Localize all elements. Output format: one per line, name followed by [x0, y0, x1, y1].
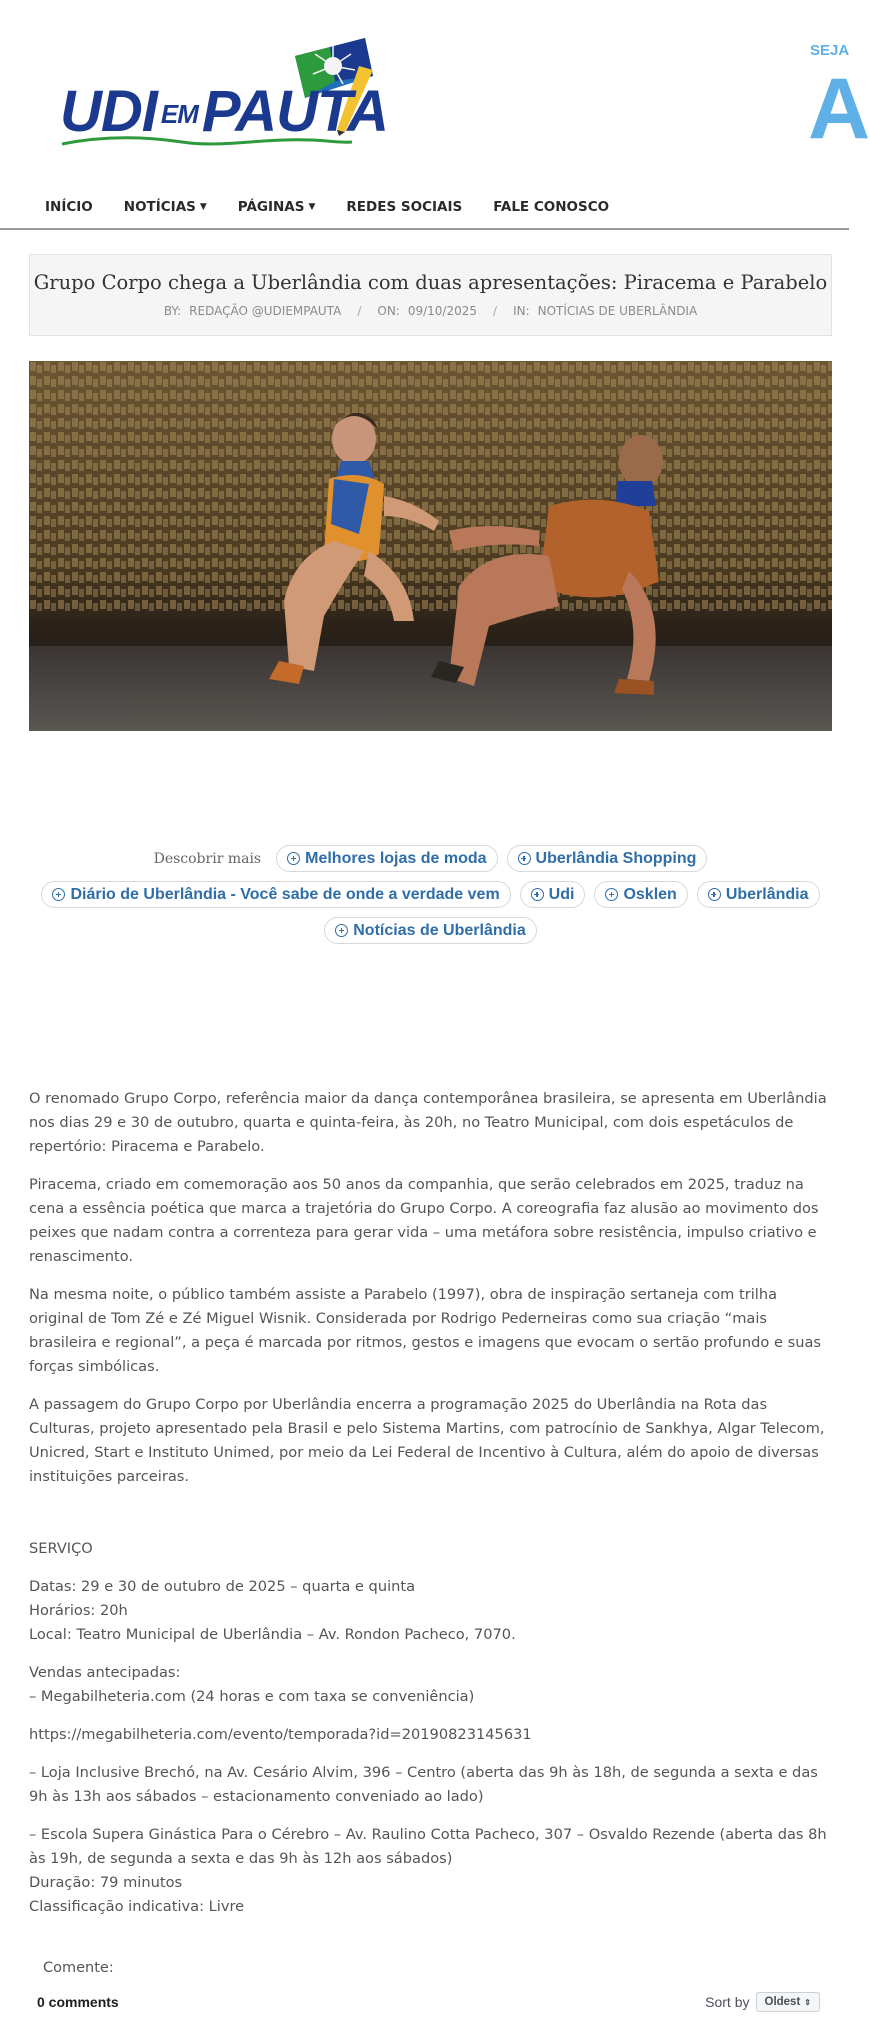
sort-select[interactable] — [756, 1992, 821, 2012]
main-nav — [0, 186, 849, 230]
nav-item-noticias[interactable] — [124, 199, 207, 215]
servico-loja: – Loja Inclusive Brechó, na Av. Cesário Alvim, 396 – Centro (aberta das 9h às 18h, de segunda a sexta e das 9h às 13h aos sábados – estacionamento conveniado ao lado) — [29, 1764, 818, 1805]
logo-word-pauta: PAUTA — [201, 79, 389, 144]
servico-vendas: Vendas antecipadas: — [29, 1664, 181, 1681]
nav-item-label: PÁGINAS — [237, 199, 305, 215]
nav-item-redes-sociais[interactable] — [346, 199, 462, 215]
plus-circle-icon — [52, 888, 65, 901]
up-down-arrows-icon: ⇕ — [804, 1997, 811, 2007]
meta-in-label: IN: — [513, 304, 530, 318]
servico-horarios: Horários: 20h — [29, 1602, 128, 1619]
sort-control — [705, 1992, 820, 2012]
post-header — [29, 254, 832, 336]
chip-udi[interactable] — [520, 881, 586, 908]
chip-label: Uberlândia — [725, 885, 809, 903]
chip-label: Diário de Uberlândia - Você sabe de onde a verdade vem — [70, 885, 500, 903]
plus-circle-icon — [287, 852, 300, 865]
chevron-down-icon: ▼ — [308, 202, 316, 212]
nav-item-label: INÍCIO — [45, 199, 93, 215]
logo-word-udi: UDI — [60, 79, 157, 144]
article-paragraph: A passagem do Grupo Corpo por Uberlândia encerra a programação 2025 do Uberlândia na Rota das Culturas, projeto apresentado pela Brasil e pelo Sistema Martins, com patrocínio de Sankhya, Algar Telecom, Unicred, Start e Instituto Unimed, por meio da Lei Federal de Incentivo à Cultura, além do apoio de diversas instituições parceiras. — [29, 1396, 825, 1485]
post-title: Grupo Corpo chega a Uberlândia com duas apresentações: Piracema e Parabelo — [33, 271, 828, 294]
chip-uberlandia[interactable] — [697, 881, 820, 908]
servico-heading: SERVIÇO — [29, 1540, 93, 1557]
chip-label: Uberlândia Shopping — [535, 849, 697, 867]
ad-label[interactable]: SEJA — [810, 42, 850, 59]
nav-item-fale-conosco[interactable] — [493, 199, 609, 215]
plus-circle-icon — [531, 888, 544, 901]
nav-item-inicio[interactable] — [45, 199, 93, 215]
article-paragraph: Na mesma noite, o público também assiste a Parabelo (1997), obra de inspiração sertaneja com trilha original de Tom Zé e Zé Miguel Wisnik. Considerada por Rodrigo Pederneiras como sua criação “mais brasileira e regional”, a peça é marcada por ritmos, gestos e imagens que evocam o sertão profundo e suas forças simbólicas. — [29, 1286, 822, 1375]
servico-duracao: Duração: 79 minutos — [29, 1874, 183, 1891]
featured-image-dancers — [29, 361, 832, 731]
sort-value: Oldest — [764, 1996, 801, 2008]
article-paragraph: O renomado Grupo Corpo, referência maior da dança contemporânea brasileira, se apresenta em Uberlândia nos dias 29 e 30 de outubro, quarta e quinta-feira, às 20h, no Teatro Municipal, com dois espetáculos de repertório: Piracema e Parabelo. — [29, 1090, 827, 1155]
post-meta — [30, 304, 831, 318]
plus-circle-icon — [605, 888, 618, 901]
comments-heading: Comente: — [43, 1960, 114, 1976]
servico-local: Local: Teatro Municipal de Uberlândia – Av. Rondon Pacheco, 7070. — [29, 1626, 516, 1643]
comment-count: 0 comments — [37, 1994, 119, 2010]
plus-circle-icon — [335, 924, 348, 937]
meta-on-label: ON: — [377, 304, 400, 318]
site-logo[interactable] — [60, 36, 389, 146]
servico-classificacao: Classificação indicativa: Livre — [29, 1898, 245, 1915]
chip-label: Notícias de Uberlândia — [353, 921, 526, 939]
meta-separator: / — [493, 304, 498, 318]
logo-word-em: EM — [160, 99, 198, 129]
chevron-down-icon: ▼ — [199, 202, 207, 212]
chip-noticias-uberlandia[interactable] — [324, 917, 537, 944]
nav-item-label: NOTÍCIAS — [123, 199, 196, 215]
plus-circle-icon — [708, 888, 721, 901]
article-body — [29, 1087, 829, 1933]
comments-bar — [37, 1988, 820, 2016]
plus-circle-icon — [518, 852, 531, 865]
chip-label: Osklen — [623, 885, 677, 903]
chip-osklen[interactable] — [594, 881, 687, 908]
discover-label: Descobrir mais — [153, 850, 262, 867]
servico-url[interactable]: https://megabilheteria.com/evento/temporada?id=20190823145631 — [29, 1726, 532, 1743]
nav-item-label: REDES SOCIAIS — [346, 199, 463, 215]
chip-diario-uberlandia[interactable] — [41, 881, 510, 908]
meta-category-link[interactable]: NOTÍCIAS DE UBERLÂNDIA — [537, 304, 698, 318]
chip-melhores-lojas[interactable] — [276, 845, 497, 872]
chip-uberlandia-shopping[interactable] — [507, 845, 708, 872]
chip-label: Udi — [548, 885, 575, 903]
ad-banner-text[interactable]: A — [808, 61, 870, 157]
sort-label: Sort by — [705, 1994, 750, 2010]
nav-item-paginas[interactable] — [238, 199, 316, 215]
logo-underline-wave — [62, 134, 352, 148]
article-paragraph: Piracema, criado em comemoração aos 50 anos da companhia, que serão celebrados em 2025, traduz na cena a essência poética que marca a trajetória do Grupo Corpo. A coreografia faz alusão ao movimento dos peixes que nadam contra a correnteza para gerar vida – uma metáfora sobre resistência, impulso criativo e renascimento. — [29, 1176, 819, 1265]
chip-label: Melhores lojas de moda — [305, 849, 487, 867]
meta-date[interactable]: 09/10/2025 — [407, 304, 478, 318]
nav-item-label: FALE CONOSCO — [493, 199, 610, 215]
meta-separator: / — [357, 304, 362, 318]
site-header — [0, 0, 870, 185]
discover-more — [29, 845, 832, 953]
servico-datas: Datas: 29 e 30 de outubro de 2025 – quarta e quinta — [29, 1578, 416, 1595]
meta-by-label: BY: — [163, 304, 182, 318]
servico-megabilheteria: – Megabilheteria.com (24 horas e com taxa se conveniência) — [29, 1688, 475, 1705]
meta-author-link[interactable]: REDAÇÃO @UDIEMPAUTA — [189, 304, 342, 318]
servico-escola: – Escola Supera Ginástica Para o Cérebro – Av. Raulino Cotta Pacheco, 307 – Osvaldo Rezende (aberta das 8h às 19h, de segunda a sexta e das 9h às 12h aos sábados) — [29, 1826, 827, 1867]
